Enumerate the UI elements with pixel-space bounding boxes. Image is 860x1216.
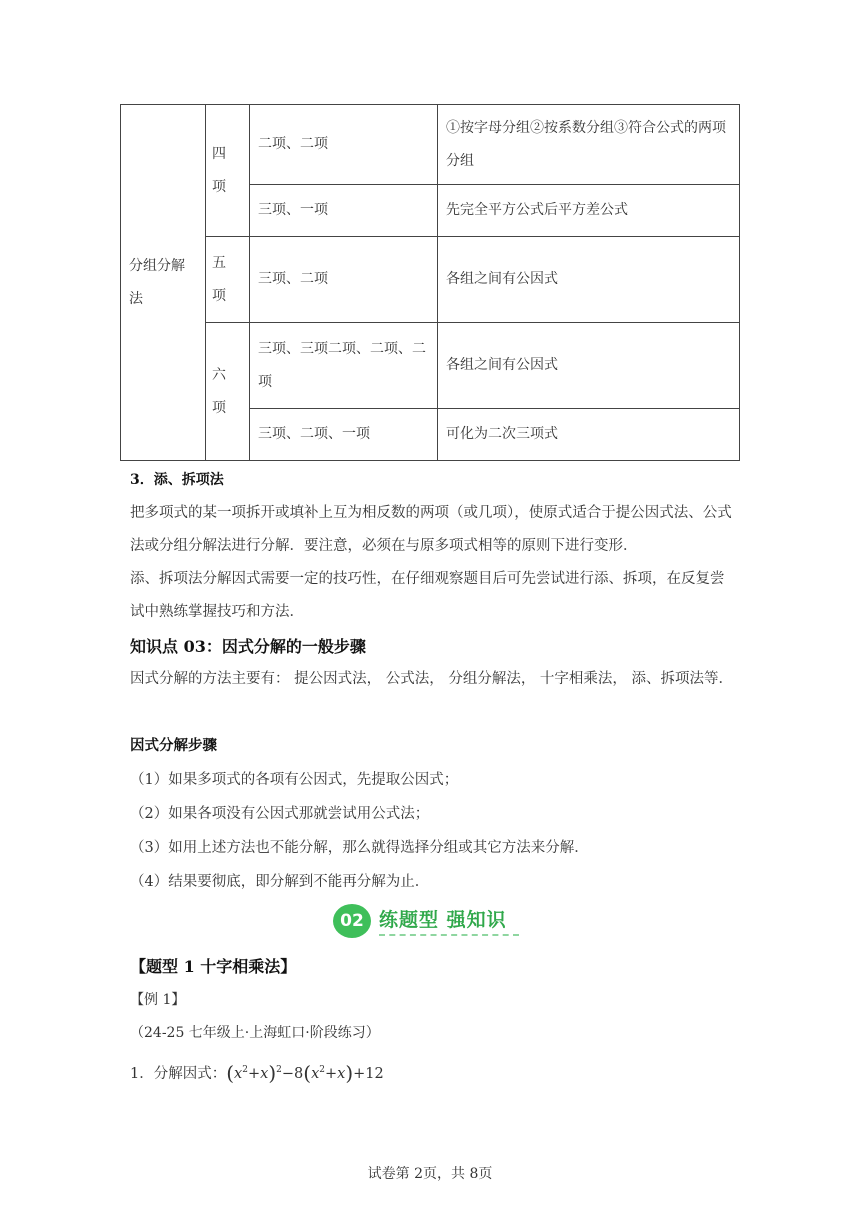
- source-note: （24-25 七年级上·上海虹口·阶段练习）: [130, 1025, 380, 1041]
- group-label-six: 六项: [206, 323, 250, 461]
- method-label: 分组分解法: [129, 257, 185, 307]
- split-cell: 三项、一项: [250, 185, 438, 237]
- note-cell: 各组之间有公因式: [438, 237, 740, 323]
- page-footer: 试卷第 2页，共 8页: [367, 1166, 493, 1182]
- kp03-title: 知识点 03：因式分解的一般步骤: [130, 637, 366, 656]
- group-label-four: 四项: [206, 105, 250, 237]
- example-label: 【例 1】: [130, 992, 186, 1008]
- question-1: [130, 1054, 735, 1091]
- split-cell: 三项、二项: [250, 237, 438, 323]
- step-3: （3）如用上述方法也不能分解，那么就得选择分组或其它方法来分解．: [130, 840, 589, 856]
- split-cell: 二项、二项: [250, 105, 438, 185]
- note-cell: 各组之间有公因式: [438, 323, 740, 409]
- step-4: （4）结果要彻底，即分解到不能再分解为止．: [130, 874, 430, 890]
- kp03-intro: 因式分解的方法主要有： 提公因式法， 公式法， 分组分解法， 十字相乘法， 添、拆项法等．: [130, 671, 734, 687]
- section3-title: 3．添、拆项法: [130, 472, 224, 488]
- note-cell: 可化为二次三项式: [438, 409, 740, 461]
- section-banner: [333, 903, 525, 939]
- note-cell: 先完全平方公式后平方差公式: [438, 185, 740, 237]
- section3-paragraph-2: 添、拆项法分解因式需要一定的技巧性，在仔细观察题目后可先尝试进行添、拆项，在反复尝试中熟练掌握技巧和方法．: [130, 571, 725, 620]
- split-cell: 三项、二项、一项: [250, 409, 438, 461]
- method-table: [120, 104, 740, 461]
- banner-underline: [379, 934, 519, 936]
- split-cell: 三项、三项二项、二项、二项: [250, 323, 438, 409]
- question-1-label: 1．分解因式：: [130, 1065, 227, 1082]
- step-2: （2）如果各项没有公因式那就尝试用公式法；: [130, 806, 430, 822]
- type-title: 【题型 1 十字相乘法】: [130, 957, 297, 976]
- banner-text: 练题型 强知识: [379, 909, 507, 931]
- section3-paragraph-1: 把多项式的某一项拆开或填补上互为相反数的两项（或几项），使原式适合于提公因式法、公式法或分组分解法进行分解．要注意，必须在与原多项式相等的原则下进行变形．: [130, 505, 732, 554]
- group-label-five: 五项: [206, 237, 250, 323]
- banner-number-badge: 02: [333, 904, 371, 938]
- step-1: （1）如果多项式的各项有公因式，先提取公因式；: [130, 772, 459, 788]
- question-1-expression: $(x^2+x)^2-8(x^2+x)+12$: [226, 1060, 384, 1085]
- steps-title: 因式分解步骤: [130, 737, 217, 754]
- method-cell: [121, 105, 206, 461]
- note-cell: ①按字母分组②按系数分组③符合公式的两项分组: [438, 105, 740, 185]
